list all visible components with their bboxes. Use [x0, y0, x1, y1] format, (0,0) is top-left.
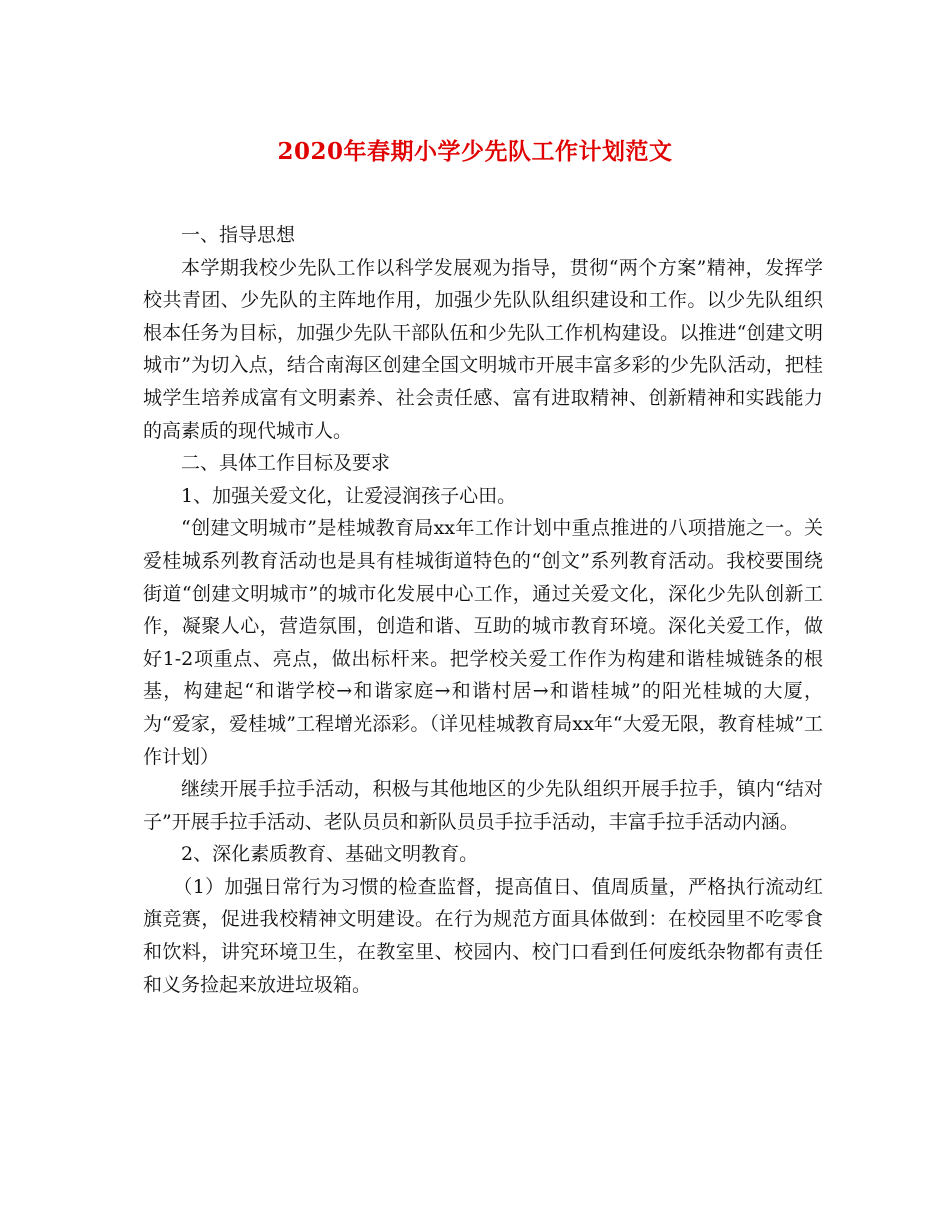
paragraph: 继续开展手拉手活动，积极与其他地区的少先队组织开展手拉手，镇内“结对子”开展手拉手活动、老队员员和新队员员手拉手活动，丰富手拉手活动内涵。 [143, 778, 823, 833]
paragraph: 本学期我校少先队工作以科学发展观为指导，贯彻“两个方案”精神，发挥学校共青团、少先队的主阵地作用，加强少先队队组织建设和工作。以少先队组织根本任务为目标，加强少先队干部队伍和少先队工作机构建设。以推进“创建文明城市”为切入点，结合南海区创建全国文明城市开展丰富多彩的少先队活动，把桂城学生培养成富有文明素养、社会责任感、富有进取精神、创新精神和实践能力的高素质的现代城市人。 [143, 256, 823, 442]
subsection-heading-quality-education: 2、深化素质教育、基础文明教育。 [181, 843, 479, 866]
document-body [143, 219, 823, 1001]
section-heading-guiding-thought: 一、指导思想 [181, 224, 296, 246]
document-title: 2020年春期小学少先队工作计划范文 [277, 138, 673, 165]
section-heading-goals: 二、具体工作目标及要求 [181, 452, 391, 475]
paragraph: “创建文明城市”是桂城教育局xx年工作计划中重点推进的八项措施之一。关爱桂城系列教育活动也是具有桂城街道特色的“创文”系列教育活动。我校要围绕街道“创建文明城市”的城市化发展中心工作，通过关爱文化，深化少先队创新工作，凝聚人心，营造氛围，创造和谐、互助的城市教育环境。深化关爱工作，做好1-2项重点、亮点，做出标杆来。把学校关爱工作作为构建和谐桂城链条的根基，构建起“和谐学校→和谐家庭→和谐村居→和谐桂城”的阳光桂城的大厦，为“爱家，爱桂城”工程增光添彩。（详见桂城教育局xx年“大爱无限，教育桂城”工作计划） [143, 517, 823, 768]
paragraph: （1）加强日常行为习惯的检查监督，提高值日、值周质量，严格执行流动红旗竞赛，促进我校精神文明建设。在行为规范方面具体做到：在校园里不吃零食和饮料，讲究环境卫生，在教室里、校园内、校门口看到任何废纸杂物都有责任和义务捡起来放进垃圾箱。 [143, 875, 823, 996]
subsection-heading-care-culture: 1、加强关爱文化，让爱浸润孩子心田。 [181, 484, 517, 507]
